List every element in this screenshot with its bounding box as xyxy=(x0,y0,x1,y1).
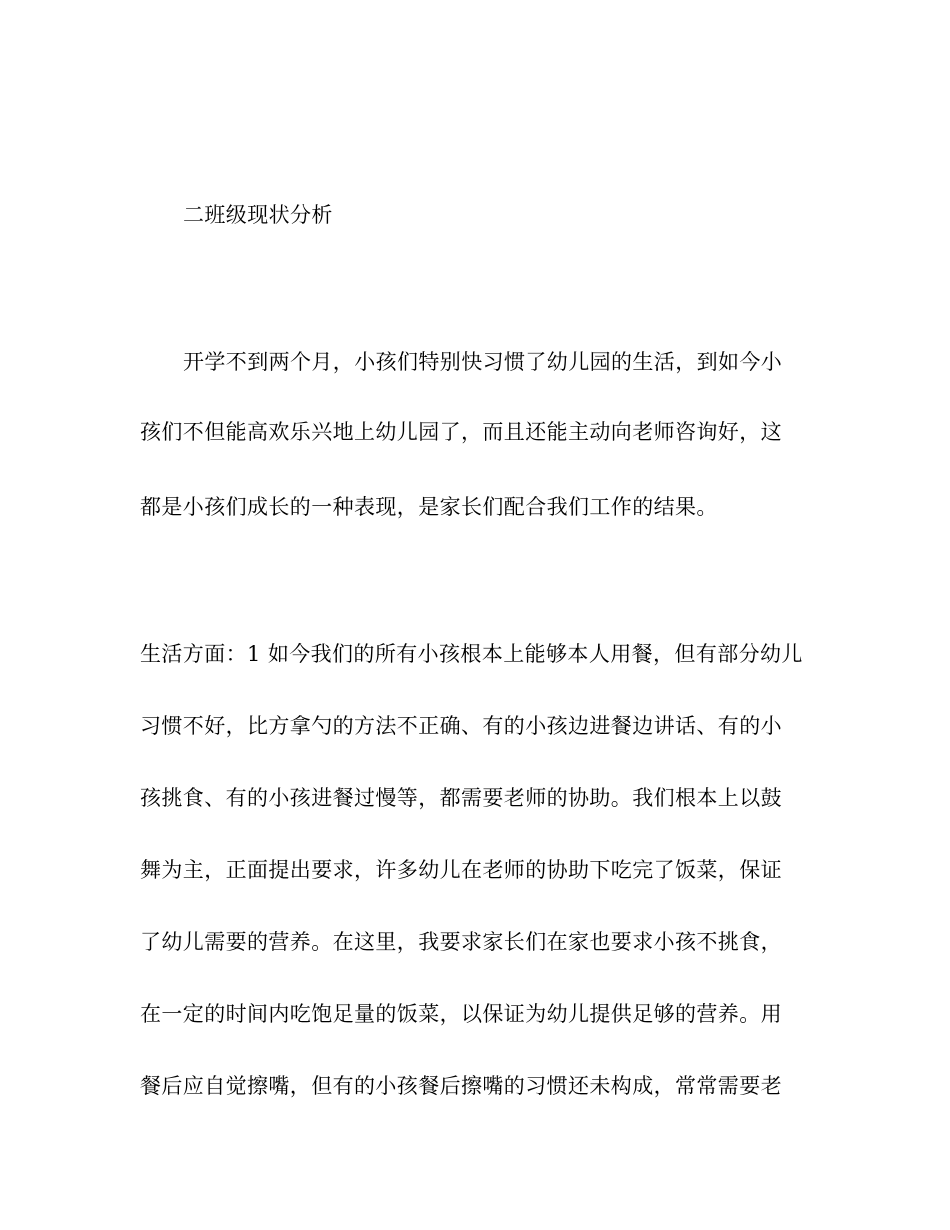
paragraph-line: 舞为主，正面提出要求，许多幼儿在老师的协助下吃完了饭菜，保证 xyxy=(140,858,782,882)
section-heading: 二班级现状分析 xyxy=(183,203,333,227)
paragraph-line: 孩挑食、有的小孩进餐过慢等，都需要老师的协助。我们根本上以鼓 xyxy=(140,786,782,810)
paragraph-line: 开学不到两个月，小孩们特别快习惯了幼儿园的生活，到如今小 xyxy=(183,350,783,374)
paragraph-line: 生活方面：1 如今我们的所有小孩根本上能够本人用餐，但有部分幼儿 xyxy=(140,642,803,666)
paragraph-line: 习惯不好，比方拿勺的方法不正确、有的小孩边进餐边讲话、有的小 xyxy=(140,714,782,738)
paragraph-line: 了幼儿需要的营养。在这里，我要求家长们在家也要求小孩不挑食， xyxy=(140,930,782,954)
paragraph-line: 在一定的时间内吃饱足量的饭菜，以保证为幼儿提供足够的营养。用 xyxy=(140,1002,782,1026)
paragraph-line: 孩们不但能高欢乐兴地上幼儿园了，而且还能主动向老师咨询好，这 xyxy=(140,420,782,444)
paragraph-line: 都是小孩们成长的一种表现，是家长们配合我们工作的结果。 xyxy=(140,495,718,519)
paragraph-line: 餐后应自觉擦嘴，但有的小孩餐后擦嘴的习惯还未构成，常常需要老 xyxy=(140,1074,782,1098)
